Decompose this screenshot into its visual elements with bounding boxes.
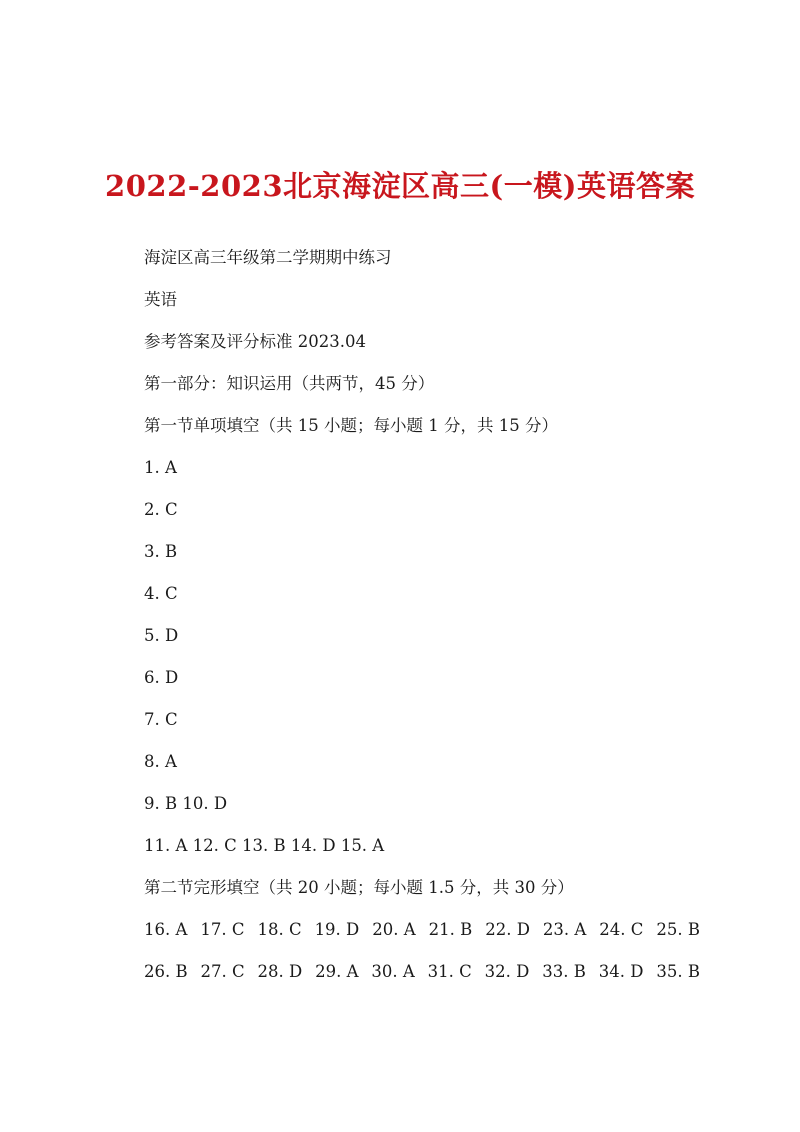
answer-line: 6. D [144, 668, 179, 687]
section-one-heading: 第一节单项填空（共 15 小题；每小题 1 分，共 15 分） [144, 416, 558, 435]
answer-line: 3. B [144, 542, 178, 561]
answer-row-16-25 [144, 918, 700, 942]
answer-line: 2. C [144, 500, 178, 519]
answer-line: 1. A [144, 458, 177, 477]
answer-item: 35. B [656, 962, 700, 981]
answer-item: 33. B [542, 962, 586, 981]
answer-item: 23. A [542, 920, 587, 939]
answer-item: 25. B [656, 920, 700, 939]
answer-item: 31. C [427, 962, 472, 981]
part-one-heading: 第一部分：知识运用（共两节，45 分） [144, 374, 435, 393]
answer-item: 28. D [257, 962, 303, 981]
answer-line: 4. C [144, 584, 178, 603]
school-term-heading: 海淀区高三年级第二学期期中练习 [144, 248, 392, 267]
answer-item: 17. C [200, 920, 245, 939]
answer-item: 30. A [371, 962, 415, 981]
answer-item: 29. A [315, 962, 359, 981]
answer-item: 22. D [485, 920, 530, 939]
answer-line: 7. C [144, 710, 178, 729]
subject-line: 英语 [144, 290, 177, 309]
answer-item: 32. D [484, 962, 530, 981]
answer-row-26-35 [144, 960, 700, 984]
answer-item: 16. A [144, 920, 188, 939]
answer-item: 34. D [598, 962, 644, 981]
answer-item: 26. B [144, 962, 188, 981]
answer-key-heading: 参考答案及评分标准 2023.04 [144, 332, 366, 351]
answer-item: 24. C [599, 920, 644, 939]
answer-item: 19. D [314, 920, 360, 939]
answer-item: 27. C [200, 962, 245, 981]
document-title: 2022-2023北京海淀区高三(一模)英语答案 [105, 169, 695, 203]
answer-line: 5. D [144, 626, 179, 645]
answer-line: 11. A 12. C 13. B 14. D 15. A [144, 836, 385, 855]
answer-item: 21. B [428, 920, 473, 939]
answer-item: 20. A [372, 920, 416, 939]
answer-line: 9. B 10. D [144, 794, 228, 813]
answer-line: 8. A [144, 752, 177, 771]
answer-item: 18. C [257, 920, 302, 939]
section-two-heading: 第二节完形填空（共 20 小题；每小题 1.5 分，共 30 分） [144, 878, 574, 897]
